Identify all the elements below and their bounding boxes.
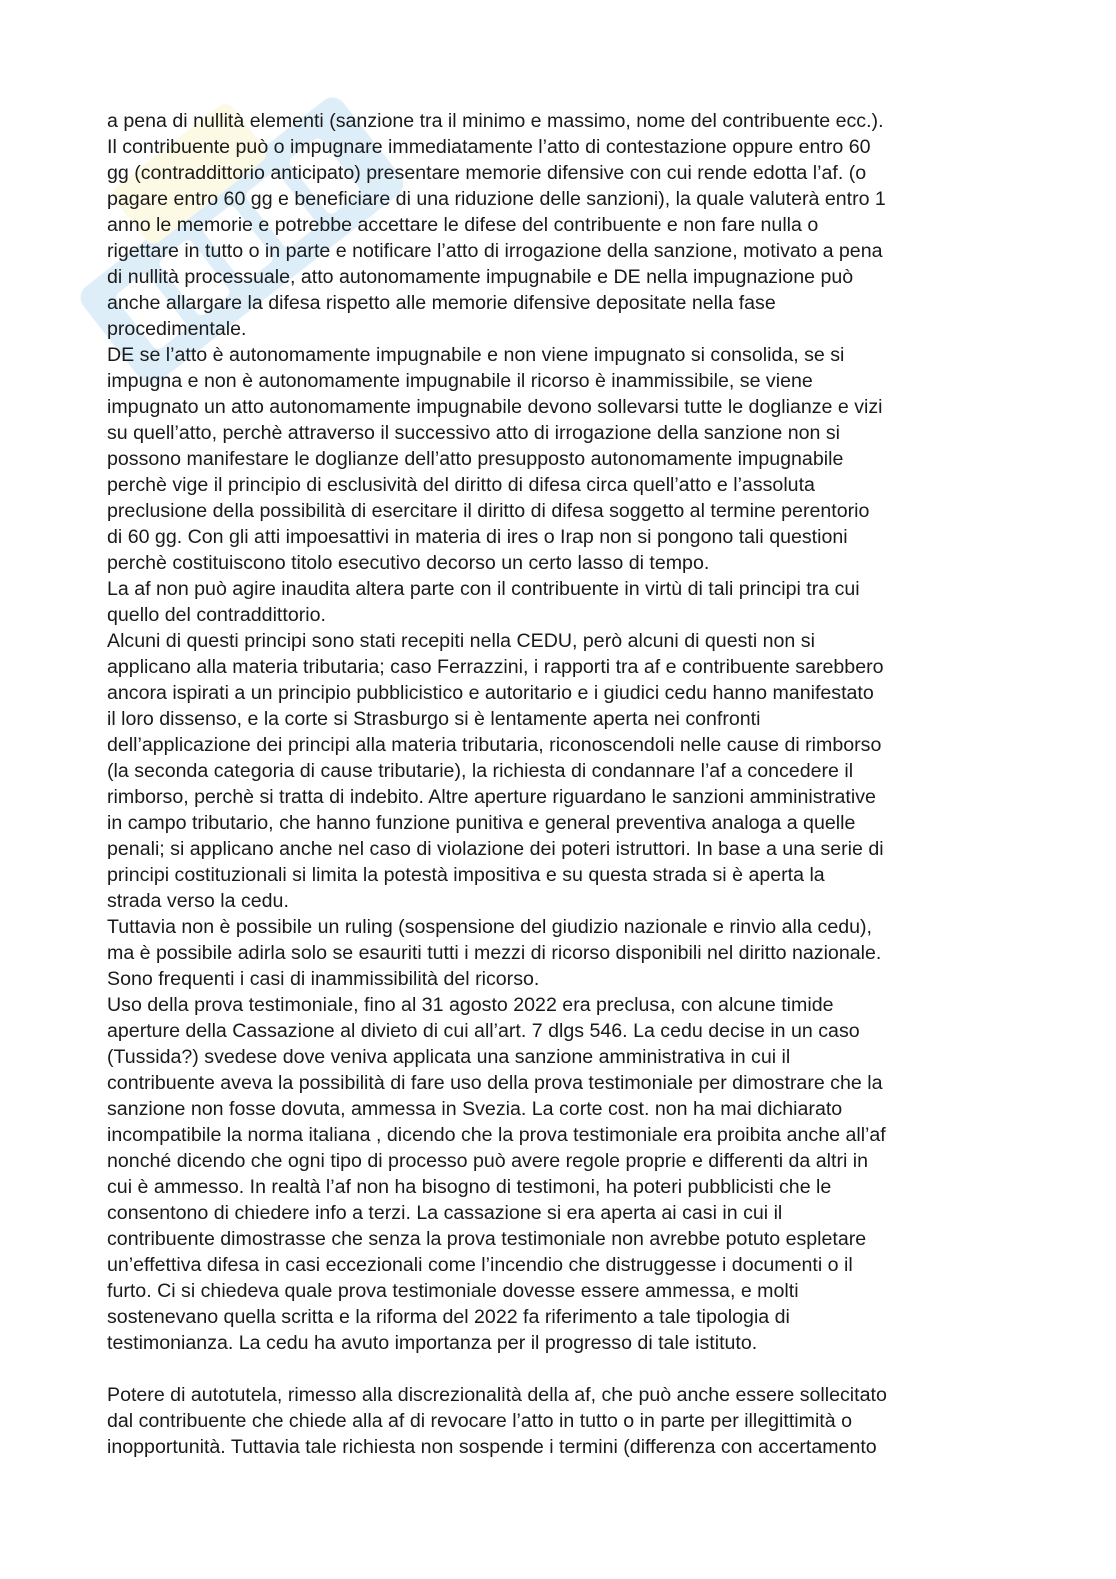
text-line: testimonianza. La cedu ha avuto importanza per il progresso di tale istituto. (107, 1332, 758, 1354)
text-line: consentono di chiedere info a terzi. La cassazione si era aperta ai casi in cui il (107, 1202, 783, 1224)
text-line: contribuente aveva la possibilità di fare uso della prova testimoniale per dimostrare che la (107, 1072, 883, 1094)
text-line: perchè costituiscono titolo esecutivo decorso un certo lasso di tempo. (107, 552, 710, 574)
text-line: ma è possibile adirla solo se esauriti tutti i mezzi di ricorso disponibili nel diritto nazionale. (107, 942, 882, 964)
text-line: principi costituzionali si limita la potestà impositiva e su questa strada si è aperta la (107, 864, 825, 886)
text-line: preclusione della possibilità di esercitare il diritto di difesa soggetto al termine perentorio (107, 500, 870, 522)
text-line: penali; si applicano anche nel caso di violazione dei poteri istruttori. In base a una serie di (107, 838, 884, 860)
text-line: il loro dissenso, e la corte si Strasburgo si è lentamente aperta nei confronti (107, 708, 761, 730)
text-line: impugnato un atto autonomamente impugnabile devono sollevarsi tutte le doglianze e vizi (107, 396, 883, 418)
text-line: Alcuni di questi principi sono stati recepiti nella CEDU, però alcuni di questi non si (107, 630, 815, 652)
document-body (107, 108, 1012, 1460)
text-line: pagare entro 60 gg e beneficiare di una riduzione delle sanzioni), la quale valuterà entro 1 (107, 188, 886, 210)
text-line: di nullità processuale, atto autonomamente impugnabile e DE nella impugnazione può (107, 266, 854, 288)
text-line: un’effettiva difesa in casi eccezionali come l’incendio che distruggesse i documenti o il (107, 1254, 853, 1276)
text-line: strada verso la cedu. (107, 890, 289, 912)
text-line: procedimentale. (107, 318, 247, 340)
text-line: quello del contraddittorio. (107, 604, 326, 626)
text-line: rigettare in tutto o in parte e notificare l’atto di irrogazione della sanzione, motivato a pena (107, 240, 883, 262)
text-line: gg (contraddittorio anticipato) presentare memorie difensive con cui rende edotta l’af. (o (107, 162, 867, 184)
text-line: contribuente dimostrasse che senza la prova testimoniale non avrebbe potuto espletare (107, 1228, 867, 1250)
text-line: ancora ispirati a un principio pubblicistico e autoritario e i giudici cedu hanno manifestato (107, 682, 874, 704)
text-line: La af non può agire inaudita altera parte con il contribuente in virtù di tali principi tra cui (107, 578, 860, 600)
text-line: perchè vige il principio di esclusività del diritto di difesa circa quell’atto e l’assoluta (107, 474, 815, 496)
text-line: (Tussida?) svedese dove veniva applicata una sanzione amministrativa in cui il (107, 1046, 791, 1068)
text-line: su quell’atto, perchè attraverso il successivo atto di irrogazione della sanzione non si (107, 422, 840, 444)
text-line: inopportunità. Tuttavia tale richiesta non sospende i termini (differenza con accertamento (107, 1436, 877, 1458)
text-line: Sono frequenti i casi di inammissibilità del ricorso. (107, 968, 540, 990)
text-line: incompatibile la norma italiana , dicendo che la prova testimoniale era proibita anche all’af (107, 1124, 886, 1146)
text-line: Il contribuente può o impugnare immediatamente l’atto di contestazione oppure entro 60 (107, 136, 871, 158)
text-line: a pena di nullità elementi (sanzione tra il minimo e massimo, nome del contribuente ecc.). (107, 110, 884, 132)
text-line: (la seconda categoria di cause tributarie), la richiesta di condannare l’af a concedere il (107, 760, 854, 782)
text-line: applicano alla materia tributaria; caso Ferrazzini, i rapporti tra af e contribuente sarebbero (107, 656, 884, 678)
text-line: in campo tributario, che hanno funzione punitiva e general preventiva analoga a quelle (107, 812, 856, 834)
text-line: sanzione non fosse dovuta, ammessa in Svezia. La corte cost. non ha mai dichiarato (107, 1098, 843, 1120)
text-line: sostenevano quella scritta e la riforma del 2022 fa riferimento a tale tipologia di (107, 1306, 790, 1328)
text-line: nonché dicendo che ogni tipo di processo può avere regole proprie e differenti da altri in (107, 1150, 869, 1172)
text-line: di 60 gg. Con gli atti impoesattivi in materia di ires o Irap non si pongono tali questioni (107, 526, 848, 548)
text-line: aperture della Cassazione al divieto di cui all’art. 7 dlgs 546. La cedu decise in un caso (107, 1020, 860, 1042)
text-line: Tuttavia non è possibile un ruling (sospensione del giudizio nazionale e rinvio alla cedu), (107, 916, 872, 938)
text-line: Potere di autotutela, rimesso alla discrezionalità della af, che può anche essere sollecitato (107, 1384, 887, 1406)
text-line: possono manifestare le doglianze dell’atto presupposto autonomamente impugnabile (107, 448, 844, 470)
text-line: cui è ammesso. In realtà l’af non ha bisogno di testimoni, ha poteri pubblicisti che le (107, 1176, 832, 1198)
text-line: Uso della prova testimoniale, fino al 31 agosto 2022 era preclusa, con alcune timide (107, 994, 834, 1016)
text-line: DE se l’atto è autonomamente impugnabile e non viene impugnato si consolida, se si (107, 344, 845, 366)
text-line: anno le memorie e potrebbe accettare le difese del contribuente e non fare nulla o (107, 214, 819, 236)
blank-line (107, 1356, 1012, 1382)
text-line: rimborso, perchè si tratta di indebito. Altre aperture riguardano le sanzioni amministrative (107, 786, 876, 808)
text-line: anche allargare la difesa rispetto alle memorie difensive depositate nella fase (107, 292, 776, 314)
text-line: dell’applicazione dei principi alla materia tributaria, riconoscendoli nelle cause di rimborso (107, 734, 882, 756)
text-line: furto. Ci si chiedeva quale prova testimoniale dovesse essere ammessa, e molti (107, 1280, 799, 1302)
text-line: dal contribuente che chiede alla af di revocare l’atto in tutto o in parte per illegittimità o (107, 1410, 852, 1432)
text-line: impugna e non è autonomamente impugnabile il ricorso è inammissibile, se viene (107, 370, 813, 392)
